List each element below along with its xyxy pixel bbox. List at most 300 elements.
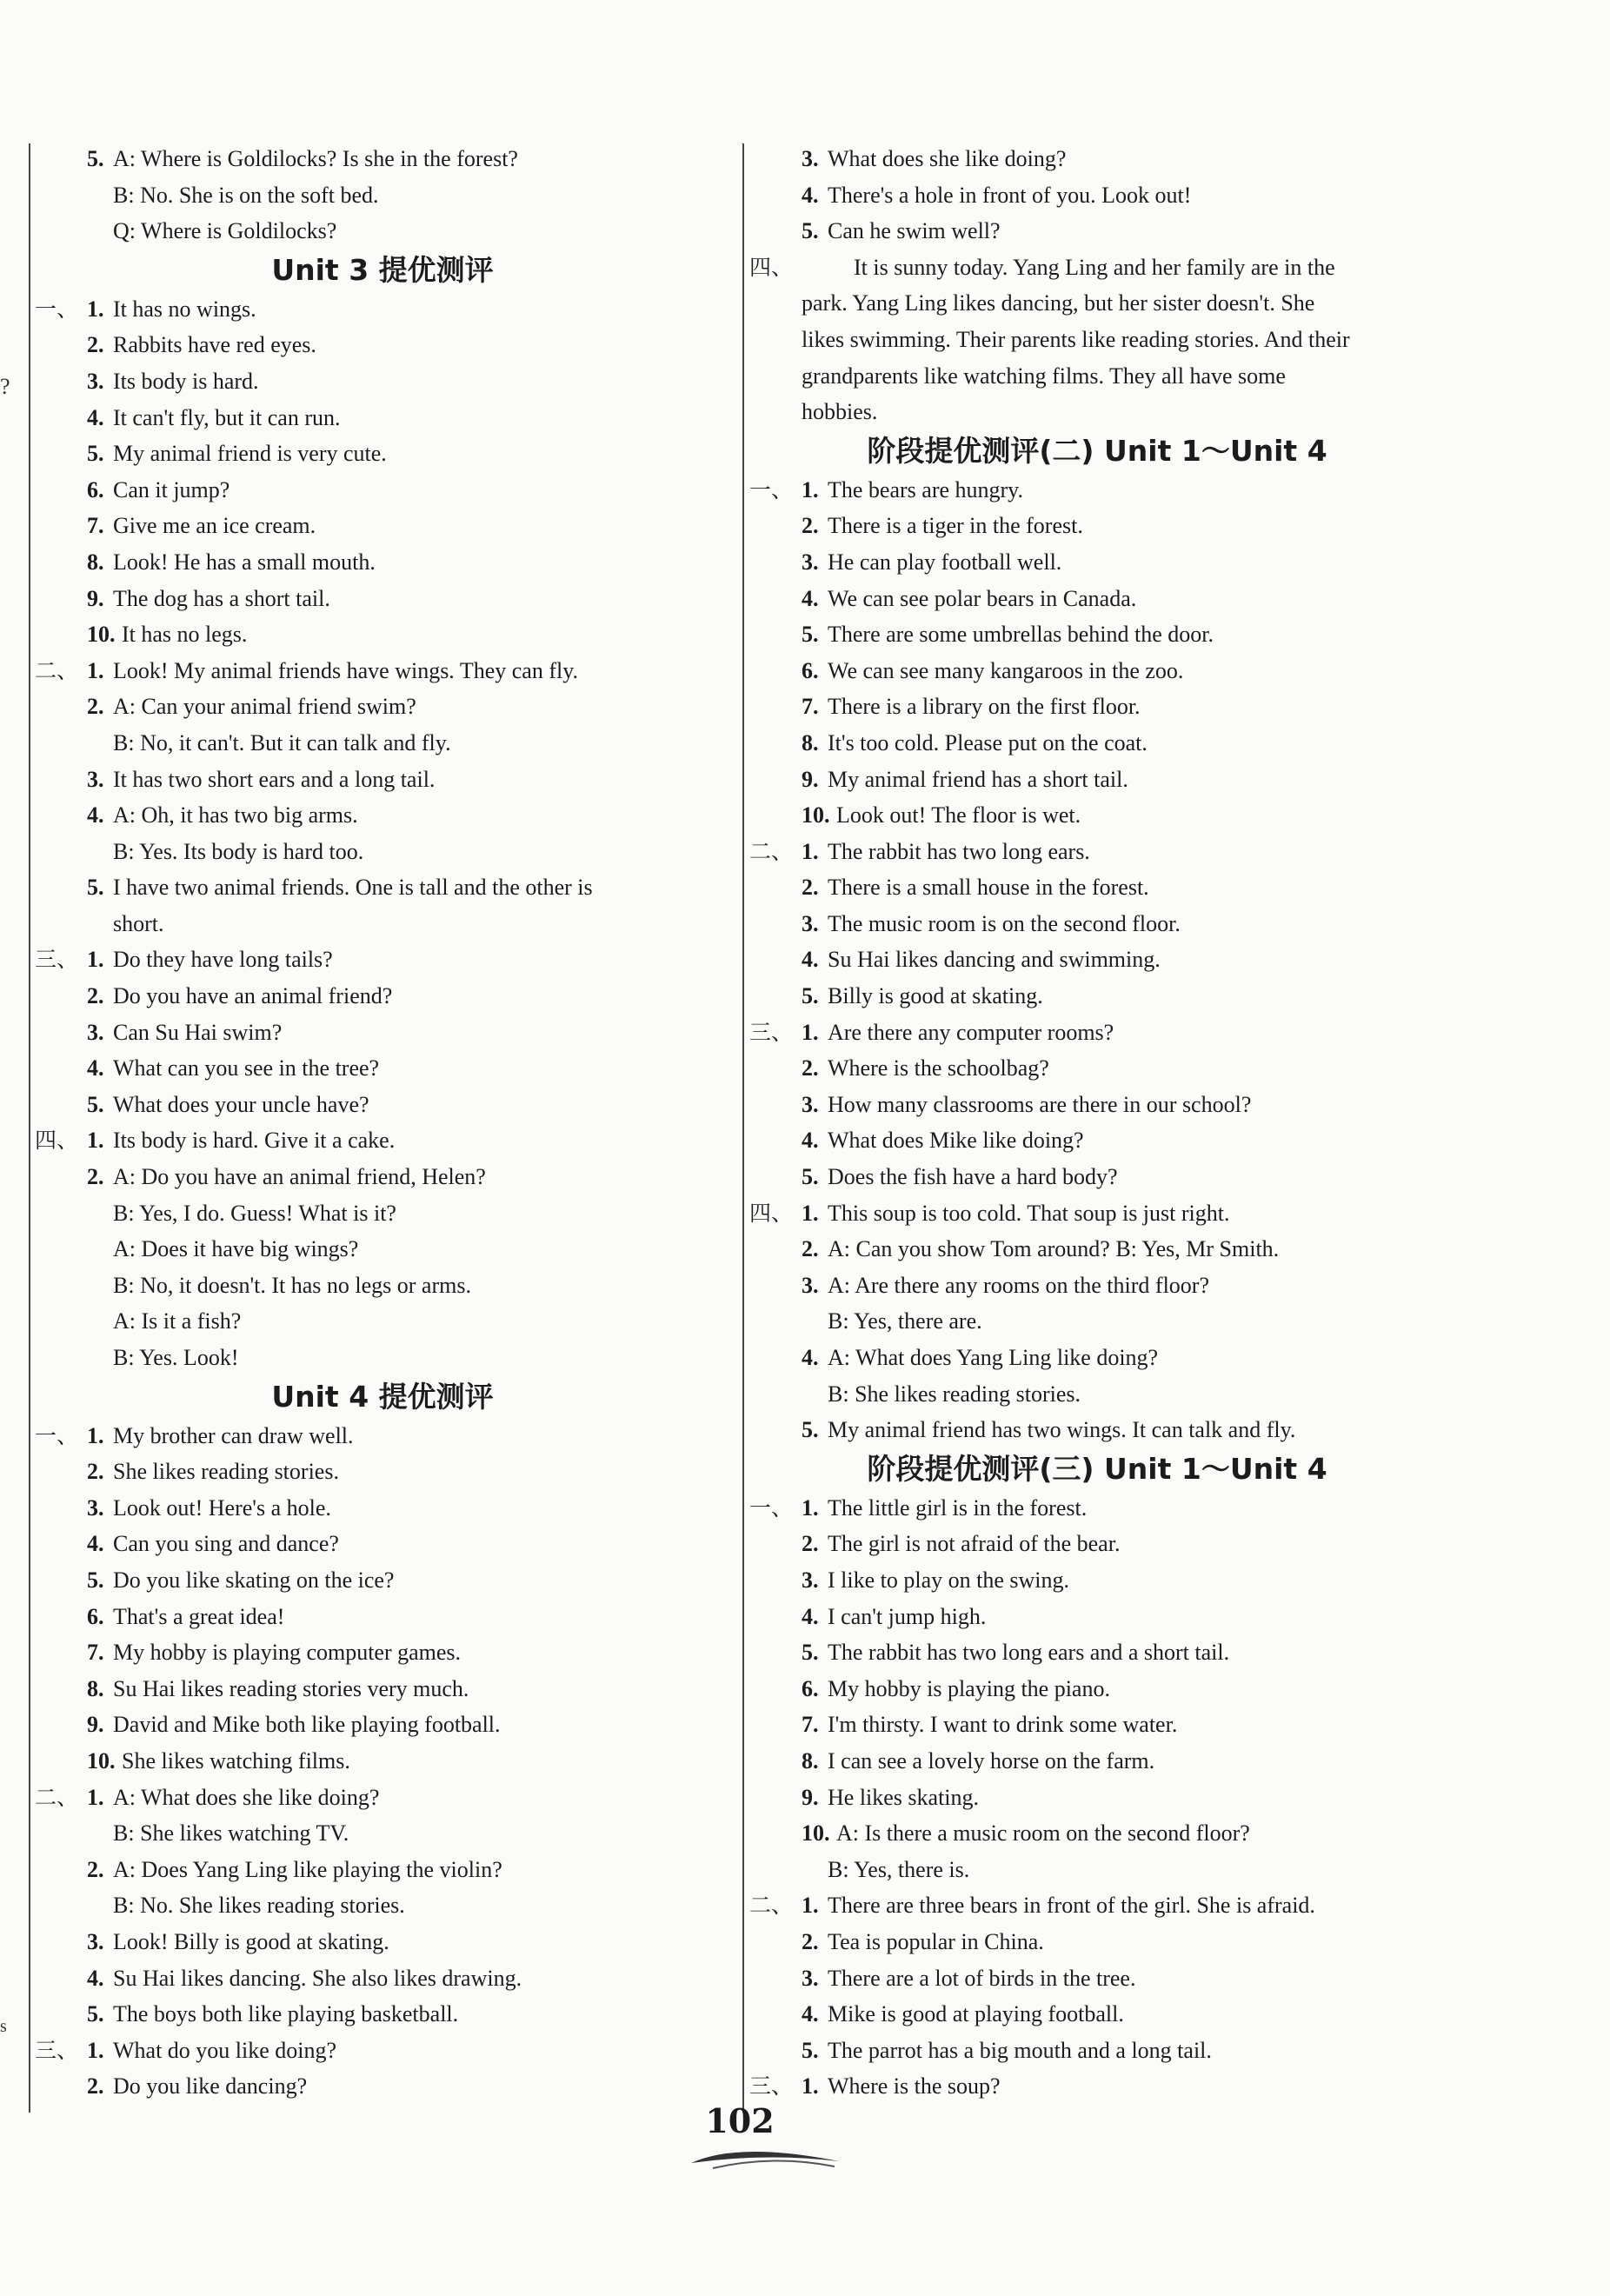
answer-line bbox=[35, 1087, 730, 1123]
answer-line bbox=[749, 869, 1445, 906]
answer-line bbox=[35, 616, 730, 653]
answer-line bbox=[749, 616, 1445, 653]
item-number: 3. bbox=[802, 910, 819, 936]
answer-text: He can play football well. bbox=[828, 549, 1062, 575]
answer-text: There are three bears in front of the girl. She is afraid. bbox=[828, 1893, 1315, 1919]
answer-line bbox=[749, 213, 1445, 250]
item-number: 10. bbox=[87, 1747, 116, 1774]
item-number: 4. bbox=[802, 1603, 819, 1629]
answer-text: Can Su Hai swim? bbox=[113, 1019, 283, 1045]
answer-text: Where is the soup? bbox=[828, 2073, 1001, 2100]
answer-text: Look out! The floor is wet. bbox=[836, 802, 1081, 829]
answer-line bbox=[749, 141, 1445, 177]
answer-text: Look! My animal friends have wings. They can fly. bbox=[113, 657, 579, 683]
answer-text: Where is the schoolbag? bbox=[828, 1055, 1049, 1081]
item-number: 5. bbox=[802, 1417, 819, 1443]
answer-line bbox=[35, 436, 730, 472]
answer-text: There is a library on the first floor. bbox=[828, 694, 1141, 720]
answer-text: likes swimming. Their parents like reading stories. And their bbox=[802, 326, 1350, 352]
section-heading: 阶段提优测评(二) Unit 1～Unit 4 bbox=[867, 433, 1327, 468]
answer-line bbox=[749, 1268, 1445, 1304]
answer-text: B: Yes. Look! bbox=[113, 1345, 239, 1370]
answer-text: What can you see in the tree? bbox=[113, 1055, 380, 1081]
item-number: 4. bbox=[802, 1345, 819, 1370]
item-number: 3. bbox=[802, 1965, 819, 1991]
answer-line bbox=[35, 1490, 730, 1527]
answer-text: We can see many kangaroos in the zoo. bbox=[828, 657, 1184, 683]
item-number: 3. bbox=[802, 1272, 819, 1298]
answer-line bbox=[749, 2068, 1445, 2105]
answer-text: Mike is good at playing football. bbox=[828, 2001, 1124, 2027]
answer-text: That's a great idea! bbox=[113, 1603, 285, 1629]
answer-text: It has no wings. bbox=[113, 296, 256, 322]
item-number: 3. bbox=[87, 1494, 104, 1521]
item-number: 3. bbox=[87, 766, 104, 792]
answer-text: short. bbox=[113, 910, 164, 936]
answer-line bbox=[35, 1340, 730, 1376]
answer-line bbox=[35, 906, 730, 942]
answer-text: Look! Billy is good at skating. bbox=[113, 1928, 389, 1954]
item-number: 1. bbox=[802, 2073, 819, 2100]
section-label: 二、 bbox=[749, 838, 794, 864]
section-label: 三、 bbox=[749, 2073, 794, 2100]
item-number: 4. bbox=[802, 947, 819, 973]
answer-line bbox=[35, 978, 730, 1015]
answer-line bbox=[749, 1490, 1445, 1527]
item-number: 10. bbox=[802, 802, 830, 829]
answer-text: Give me an ice cream. bbox=[113, 513, 316, 539]
item-number: 3. bbox=[802, 146, 819, 171]
answer-text: Can it jump? bbox=[113, 476, 230, 502]
answer-line bbox=[35, 581, 730, 617]
answer-text: A: Where is Goldilocks? Is she in the forest? bbox=[113, 146, 518, 171]
answer-text: Billy is good at skating. bbox=[828, 983, 1043, 1009]
answer-text: My hobby is playing computer games. bbox=[113, 1640, 462, 1666]
answer-text: A: What does Yang Ling like doing? bbox=[828, 1345, 1159, 1370]
answer-text: A: Is it a fish? bbox=[113, 1308, 242, 1334]
answer-text: She likes watching films. bbox=[122, 1747, 350, 1774]
answer-text: My animal friend is very cute. bbox=[113, 441, 387, 467]
answer-text: It has no legs. bbox=[122, 622, 248, 648]
item-number: 7. bbox=[802, 694, 819, 720]
answer-text: Can he swim well? bbox=[828, 218, 1001, 244]
answer-line bbox=[749, 508, 1445, 544]
answer-text: B: She likes watching TV. bbox=[113, 1820, 349, 1847]
answer-line bbox=[35, 1996, 730, 2033]
section-label: 一、 bbox=[749, 476, 794, 502]
answer-text: There are a lot of birds in the tree. bbox=[828, 1965, 1136, 1991]
answer-line bbox=[749, 1303, 1445, 1340]
answer-line bbox=[749, 653, 1445, 689]
answer-line bbox=[35, 1526, 730, 1562]
item-number: 9. bbox=[802, 766, 819, 792]
answer-text: How many classrooms are there in our school? bbox=[828, 1091, 1252, 1117]
answer-text: The parrot has a big mouth and a long tail. bbox=[828, 2037, 1212, 2063]
answer-line bbox=[35, 291, 730, 328]
answer-line bbox=[35, 1454, 730, 1490]
answer-text: I'm thirsty. I want to drink some water. bbox=[828, 1712, 1178, 1738]
answer-line bbox=[749, 1231, 1445, 1268]
item-number: 1. bbox=[802, 476, 819, 502]
item-number: 2. bbox=[87, 332, 104, 358]
answer-line bbox=[35, 1418, 730, 1454]
item-number: 1. bbox=[802, 838, 819, 864]
item-number: 2. bbox=[802, 1928, 819, 1954]
answer-text: My animal friend has two wings. It can talk and fly. bbox=[828, 1417, 1296, 1443]
answer-text: A: Does it have big wings? bbox=[113, 1236, 359, 1262]
item-number: 6. bbox=[87, 476, 104, 502]
item-number: 6. bbox=[802, 657, 819, 683]
answer-line bbox=[35, 762, 730, 798]
answer-line bbox=[749, 322, 1445, 358]
answer-text: Do you like dancing? bbox=[113, 2073, 308, 2100]
answer-line bbox=[749, 1960, 1445, 1997]
answer-text: Does the fish have a hard body? bbox=[828, 1164, 1118, 1190]
item-number: 2. bbox=[802, 1055, 819, 1081]
answer-text: I can see a lovely horse on the farm. bbox=[828, 1747, 1155, 1774]
item-number: 4. bbox=[87, 1965, 104, 1991]
answer-text: B: No, it can't. But it can talk and fly. bbox=[113, 729, 451, 755]
answer-text: He likes skating. bbox=[828, 1784, 980, 1810]
margin-mark: ? bbox=[0, 374, 10, 399]
answer-text: Do you have an animal friend? bbox=[113, 983, 393, 1009]
section-label: 三、 bbox=[749, 1019, 794, 1045]
answer-text: The dog has a short tail. bbox=[113, 585, 330, 611]
page-number-swoosh-icon bbox=[687, 2137, 843, 2172]
answer-text: Su Hai likes dancing. She also likes drawing. bbox=[113, 1965, 522, 1991]
answer-line bbox=[749, 544, 1445, 581]
answer-line bbox=[749, 250, 1445, 286]
item-number: 3. bbox=[802, 549, 819, 575]
answer-text: David and Mike both like playing football. bbox=[113, 1712, 501, 1738]
answer-text: Look! He has a small mouth. bbox=[113, 549, 376, 575]
answer-line bbox=[749, 1924, 1445, 1960]
answer-line bbox=[749, 942, 1445, 978]
answer-text: What does your uncle have? bbox=[113, 1091, 369, 1117]
answer-text: B: Yes, there is. bbox=[828, 1856, 970, 1882]
answer-text: A: Do you have an animal friend, Helen? bbox=[113, 1164, 486, 1190]
answer-text: Look out! Here's a hole. bbox=[113, 1494, 331, 1521]
answer-line bbox=[749, 1159, 1445, 1195]
left-margin-rule bbox=[29, 143, 30, 2113]
answer-line bbox=[35, 2068, 730, 2105]
item-number: 2. bbox=[87, 1856, 104, 1882]
answer-text: There are some umbrellas behind the door. bbox=[828, 622, 1214, 648]
answer-line bbox=[749, 1562, 1445, 1599]
item-number: 1. bbox=[802, 1200, 819, 1226]
answer-line bbox=[749, 1412, 1445, 1448]
section-label: 一、 bbox=[35, 296, 79, 322]
item-number: 9. bbox=[802, 1784, 819, 1810]
answer-line bbox=[35, 213, 730, 250]
answer-line bbox=[749, 1887, 1445, 1924]
answer-line bbox=[35, 725, 730, 762]
answer-line bbox=[749, 689, 1445, 725]
answer-text: park. Yang Ling likes dancing, but her sister doesn't. She bbox=[802, 290, 1315, 316]
answer-line bbox=[749, 1996, 1445, 2033]
item-number: 10. bbox=[87, 622, 116, 648]
answer-text: Do you like skating on the ice? bbox=[113, 1567, 395, 1593]
left-column bbox=[35, 141, 730, 2105]
answer-text: The bears are hungry. bbox=[828, 476, 1023, 502]
answer-line bbox=[35, 363, 730, 400]
answer-line bbox=[749, 1707, 1445, 1743]
section-label: 四、 bbox=[35, 1128, 79, 1154]
item-number: 1. bbox=[802, 1494, 819, 1521]
item-number: 5. bbox=[802, 1164, 819, 1190]
answer-text: grandparents like watching films. They all have some bbox=[802, 363, 1286, 389]
item-number: 4. bbox=[87, 802, 104, 829]
section-label: 一、 bbox=[749, 1494, 794, 1521]
answer-line bbox=[749, 581, 1445, 617]
answer-line bbox=[749, 762, 1445, 798]
item-number: 3. bbox=[87, 1928, 104, 1954]
answer-line bbox=[749, 725, 1445, 762]
answer-text: B: Yes, there are. bbox=[828, 1308, 982, 1334]
margin-mark: s bbox=[0, 2017, 7, 2036]
answer-text: A: Are there any rooms on the third floor? bbox=[828, 1272, 1209, 1298]
answer-line bbox=[35, 1122, 730, 1159]
answer-text: A: Oh, it has two big arms. bbox=[113, 802, 358, 829]
item-number: 5. bbox=[802, 1640, 819, 1666]
answer-text: B: She likes reading stories. bbox=[828, 1381, 1081, 1407]
item-number: 5. bbox=[802, 218, 819, 244]
answer-line bbox=[35, 472, 730, 509]
answer-text: There is a tiger in the forest. bbox=[828, 513, 1083, 539]
item-number: 2. bbox=[87, 1459, 104, 1485]
item-number: 8. bbox=[87, 1675, 104, 1701]
section-label: 四、 bbox=[749, 1200, 794, 1226]
answer-text: B: Yes, I do. Guess! What is it? bbox=[113, 1200, 396, 1226]
item-number: 1. bbox=[87, 296, 104, 322]
answer-line bbox=[35, 1159, 730, 1195]
item-number: 2. bbox=[87, 2073, 104, 2100]
item-number: 1. bbox=[802, 1019, 819, 1045]
answer-text: The boys both like playing basketball. bbox=[113, 2001, 459, 2027]
answer-text: What does she like doing? bbox=[828, 146, 1067, 171]
column-divider bbox=[742, 143, 744, 2113]
item-number: 3. bbox=[87, 368, 104, 394]
answer-text: The rabbit has two long ears and a short tail. bbox=[828, 1640, 1230, 1666]
answer-text: A: Does Yang Ling like playing the violin? bbox=[113, 1856, 502, 1882]
item-number: 3. bbox=[802, 1091, 819, 1117]
answer-text: The girl is not afraid of the bear. bbox=[828, 1531, 1121, 1557]
answer-text: She likes reading stories. bbox=[113, 1459, 339, 1485]
answer-line bbox=[749, 177, 1445, 214]
answer-line bbox=[749, 1195, 1445, 1232]
section-label: 二、 bbox=[749, 1893, 794, 1919]
answer-line bbox=[749, 1671, 1445, 1707]
answer-line bbox=[749, 472, 1445, 509]
item-number: 9. bbox=[87, 585, 104, 611]
section-label: 四、 bbox=[749, 254, 794, 280]
answer-text: It has two short ears and a long tail. bbox=[113, 766, 436, 792]
answer-text: hobbies. bbox=[802, 399, 878, 425]
answer-line bbox=[749, 285, 1445, 322]
answer-text: Su Hai likes reading stories very much. bbox=[113, 1675, 469, 1701]
answer-line bbox=[749, 797, 1445, 834]
item-number: 1. bbox=[87, 947, 104, 973]
section-heading: Unit 3 提优测评 bbox=[271, 252, 494, 287]
answer-line bbox=[35, 1231, 730, 1268]
section-label: 二、 bbox=[35, 1784, 79, 1810]
item-number: 5. bbox=[802, 622, 819, 648]
answer-line bbox=[35, 869, 730, 906]
section-heading: Unit 4 提优测评 bbox=[271, 1379, 494, 1414]
answer-text: A: Can you show Tom around? B: Yes, Mr Smith. bbox=[828, 1236, 1280, 1262]
item-number: 4. bbox=[87, 1055, 104, 1081]
answer-text: What do you like doing? bbox=[113, 2037, 337, 2063]
answer-text: A: Is there a music room on the second floor? bbox=[836, 1820, 1250, 1847]
item-number: 4. bbox=[802, 585, 819, 611]
answer-line bbox=[749, 1376, 1445, 1413]
item-number: 8. bbox=[87, 549, 104, 575]
item-number: 3. bbox=[802, 1567, 819, 1593]
answer-line bbox=[35, 1852, 730, 1888]
item-number: 2. bbox=[802, 875, 819, 901]
answer-line bbox=[35, 1050, 730, 1087]
answer-text: The music room is on the second floor. bbox=[828, 910, 1181, 936]
answer-line bbox=[749, 1634, 1445, 1671]
answer-text: A: Can your animal friend swim? bbox=[113, 694, 416, 720]
answer-text: My brother can draw well. bbox=[113, 1422, 354, 1448]
answer-text: This soup is too cold. That soup is just right. bbox=[828, 1200, 1230, 1226]
item-number: 4. bbox=[802, 182, 819, 208]
item-number: 5. bbox=[87, 441, 104, 467]
answer-line bbox=[749, 978, 1445, 1015]
answer-line bbox=[35, 1599, 730, 1635]
answer-line bbox=[749, 2033, 1445, 2069]
answer-text: A: What does she like doing? bbox=[113, 1784, 380, 1810]
item-number: 8. bbox=[802, 1747, 819, 1774]
answer-text: The little girl is in the forest. bbox=[828, 1494, 1088, 1521]
page-number: 102 bbox=[705, 2101, 775, 2140]
answer-line bbox=[749, 1340, 1445, 1376]
answer-line bbox=[749, 394, 1445, 430]
answer-line bbox=[749, 1526, 1445, 1562]
answer-line bbox=[749, 1050, 1445, 1087]
answer-line bbox=[35, 1015, 730, 1051]
item-number: 5. bbox=[802, 983, 819, 1009]
item-number: 8. bbox=[802, 729, 819, 755]
answer-line bbox=[35, 1924, 730, 1960]
item-number: 5. bbox=[802, 2037, 819, 2063]
item-number: 1. bbox=[87, 657, 104, 683]
item-number: 5. bbox=[87, 1091, 104, 1117]
item-number: 2. bbox=[87, 983, 104, 1009]
answer-line bbox=[749, 1122, 1445, 1159]
answer-text: The rabbit has two long ears. bbox=[828, 838, 1090, 864]
answer-text: I like to play on the swing. bbox=[828, 1567, 1070, 1593]
answer-text: It is sunny today. Yang Ling and her family are in the bbox=[854, 254, 1335, 280]
item-number: 4. bbox=[87, 1531, 104, 1557]
item-number: 9. bbox=[87, 1712, 104, 1738]
answer-text: B: No. She likes reading stories. bbox=[113, 1893, 405, 1919]
answer-line bbox=[35, 942, 730, 978]
item-number: 7. bbox=[87, 1640, 104, 1666]
item-number: 1. bbox=[87, 2037, 104, 2063]
answer-text: Are there any computer rooms? bbox=[828, 1019, 1114, 1045]
answer-line bbox=[35, 1743, 730, 1780]
answer-text: My hobby is playing the piano. bbox=[828, 1675, 1110, 1701]
answer-line bbox=[749, 1087, 1445, 1123]
answer-text: I can't jump high. bbox=[828, 1603, 987, 1629]
answer-line bbox=[35, 177, 730, 214]
answer-text: What does Mike like doing? bbox=[828, 1128, 1084, 1154]
answer-line bbox=[749, 1015, 1445, 1051]
answer-line bbox=[35, 1195, 730, 1232]
answer-text: Its body is hard. Give it a cake. bbox=[113, 1128, 396, 1154]
answer-line bbox=[749, 834, 1445, 870]
answer-line bbox=[35, 689, 730, 725]
answer-line bbox=[35, 1815, 730, 1852]
item-number: 4. bbox=[802, 2001, 819, 2027]
answer-line bbox=[35, 1634, 730, 1671]
answer-line bbox=[35, 1562, 730, 1599]
item-number: 5. bbox=[87, 2001, 104, 2027]
answer-line bbox=[35, 1707, 730, 1743]
item-number: 6. bbox=[802, 1675, 819, 1701]
item-number: 2. bbox=[87, 694, 104, 720]
answer-line bbox=[35, 834, 730, 870]
answer-text: My animal friend has a short tail. bbox=[828, 766, 1128, 792]
answer-text: Q: Where is Goldilocks? bbox=[113, 218, 337, 244]
answer-line bbox=[35, 653, 730, 689]
item-number: 2. bbox=[802, 513, 819, 539]
item-number: 2. bbox=[87, 1164, 104, 1190]
answer-line bbox=[35, 1780, 730, 1816]
answer-line bbox=[35, 1671, 730, 1707]
item-number: 1. bbox=[87, 1784, 104, 1810]
answer-line bbox=[35, 1887, 730, 1924]
answer-text: There's a hole in front of you. Look out! bbox=[828, 182, 1192, 208]
item-number: 1. bbox=[87, 1128, 104, 1154]
item-number: 7. bbox=[87, 513, 104, 539]
answer-text: Its body is hard. bbox=[113, 368, 259, 394]
answer-text: Can you sing and dance? bbox=[113, 1531, 339, 1557]
item-number: 4. bbox=[87, 404, 104, 430]
item-number: 3. bbox=[87, 1019, 104, 1045]
item-number: 5. bbox=[87, 875, 104, 901]
answer-line bbox=[749, 1815, 1445, 1852]
answer-line bbox=[35, 2033, 730, 2069]
answer-text: B: Yes. Its body is hard too. bbox=[113, 838, 364, 864]
right-column bbox=[749, 141, 1445, 2105]
answer-line bbox=[35, 797, 730, 834]
answer-line bbox=[35, 1960, 730, 1997]
answer-text: It's too cold. Please put on the coat. bbox=[828, 729, 1148, 755]
item-number: 4. bbox=[802, 1128, 819, 1154]
answer-line bbox=[749, 358, 1445, 395]
answer-text: I have two animal friends. One is tall and the other is bbox=[113, 875, 593, 901]
answer-line bbox=[35, 508, 730, 544]
item-number: 1. bbox=[87, 1422, 104, 1448]
answer-line bbox=[35, 544, 730, 581]
answer-text: Rabbits have red eyes. bbox=[113, 332, 316, 358]
answer-text: There is a small house in the forest. bbox=[828, 875, 1149, 901]
answer-text: Do they have long tails? bbox=[113, 947, 333, 973]
answer-line bbox=[35, 141, 730, 177]
item-number: 2. bbox=[802, 1236, 819, 1262]
item-number: 6. bbox=[87, 1603, 104, 1629]
answer-text: We can see polar bears in Canada. bbox=[828, 585, 1137, 611]
answer-line bbox=[35, 1303, 730, 1340]
item-number: 7. bbox=[802, 1712, 819, 1738]
section-label: 三、 bbox=[35, 947, 79, 973]
answer-line bbox=[749, 906, 1445, 942]
item-number: 10. bbox=[802, 1820, 830, 1847]
answer-line bbox=[35, 400, 730, 436]
